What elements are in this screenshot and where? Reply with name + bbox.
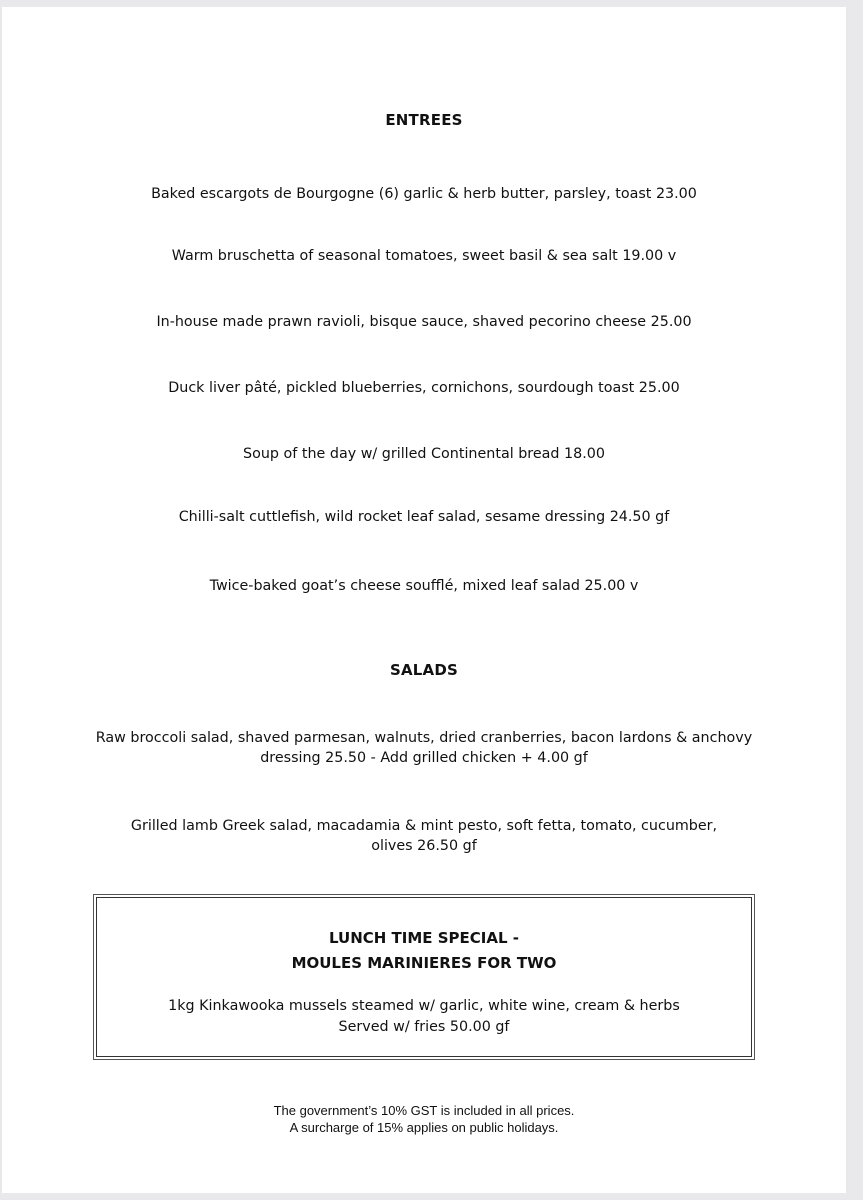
- special-desc-line2: Served w/ fries 50.00 gf: [338, 1019, 510, 1035]
- entree-item-escargots: Baked escargots de Bourgogne (6) garlic & herb butter, parsley, toast 23.00: [151, 186, 697, 202]
- special-title-line2: MOULES MARINIERES FOR TWO: [291, 954, 557, 972]
- footer-surcharge-note: A surcharge of 15% applies on public holidays.: [289, 1120, 559, 1135]
- entree-item-cuttlefish: Chilli-salt cuttlefish, wild rocket leaf salad, sesame dressing 24.50 gf: [178, 509, 670, 525]
- special-title-line1: LUNCH TIME SPECIAL -: [329, 929, 519, 947]
- salad-item-broccoli-line2: dressing 25.50 - Add grilled chicken + 4.00 gf: [260, 750, 588, 766]
- footer-gst-note: The government’s 10% GST is included in all prices.: [273, 1103, 575, 1118]
- entrees-heading: ENTREES: [385, 111, 463, 129]
- footer-note: [2, 1102, 846, 1136]
- salads-heading: SALADS: [389, 661, 459, 679]
- salad-item-broccoli: [92, 728, 756, 768]
- salad-item-lamb-line2: olives 26.50 gf: [371, 838, 477, 854]
- salad-item-lamb-line1: Grilled lamb Greek salad, macadamia & mint pesto, soft fetta, tomato, cucumber,: [130, 818, 718, 834]
- entree-item-duck-liver-pate: Duck liver pâté, pickled blueberries, cornichons, sourdough toast 25.00: [168, 380, 680, 396]
- entree-item-soup: Soup of the day w/ grilled Continental bread 18.00: [243, 446, 605, 462]
- special-desc-line1: 1kg Kinkawooka mussels steamed w/ garlic, white wine, cream & herbs: [168, 998, 680, 1014]
- entree-item-souffle: Twice-baked goat’s cheese soufflé, mixed leaf salad 25.00 v: [209, 578, 639, 594]
- entree-item-prawn-ravioli: In-house made prawn ravioli, bisque sauce, shaved pecorino cheese 25.00: [156, 314, 692, 330]
- salad-item-broccoli-line1: Raw broccoli salad, shaved parmesan, walnuts, dried cranberries, bacon lardons & anchovy: [95, 730, 753, 746]
- salad-item-lamb-greek: [92, 816, 756, 856]
- entree-item-bruschetta: Warm bruschetta of seasonal tomatoes, sweet basil & sea salt 19.00 v: [171, 248, 677, 264]
- lunch-special-box: [96, 897, 752, 1057]
- menu-page: [2, 7, 846, 1193]
